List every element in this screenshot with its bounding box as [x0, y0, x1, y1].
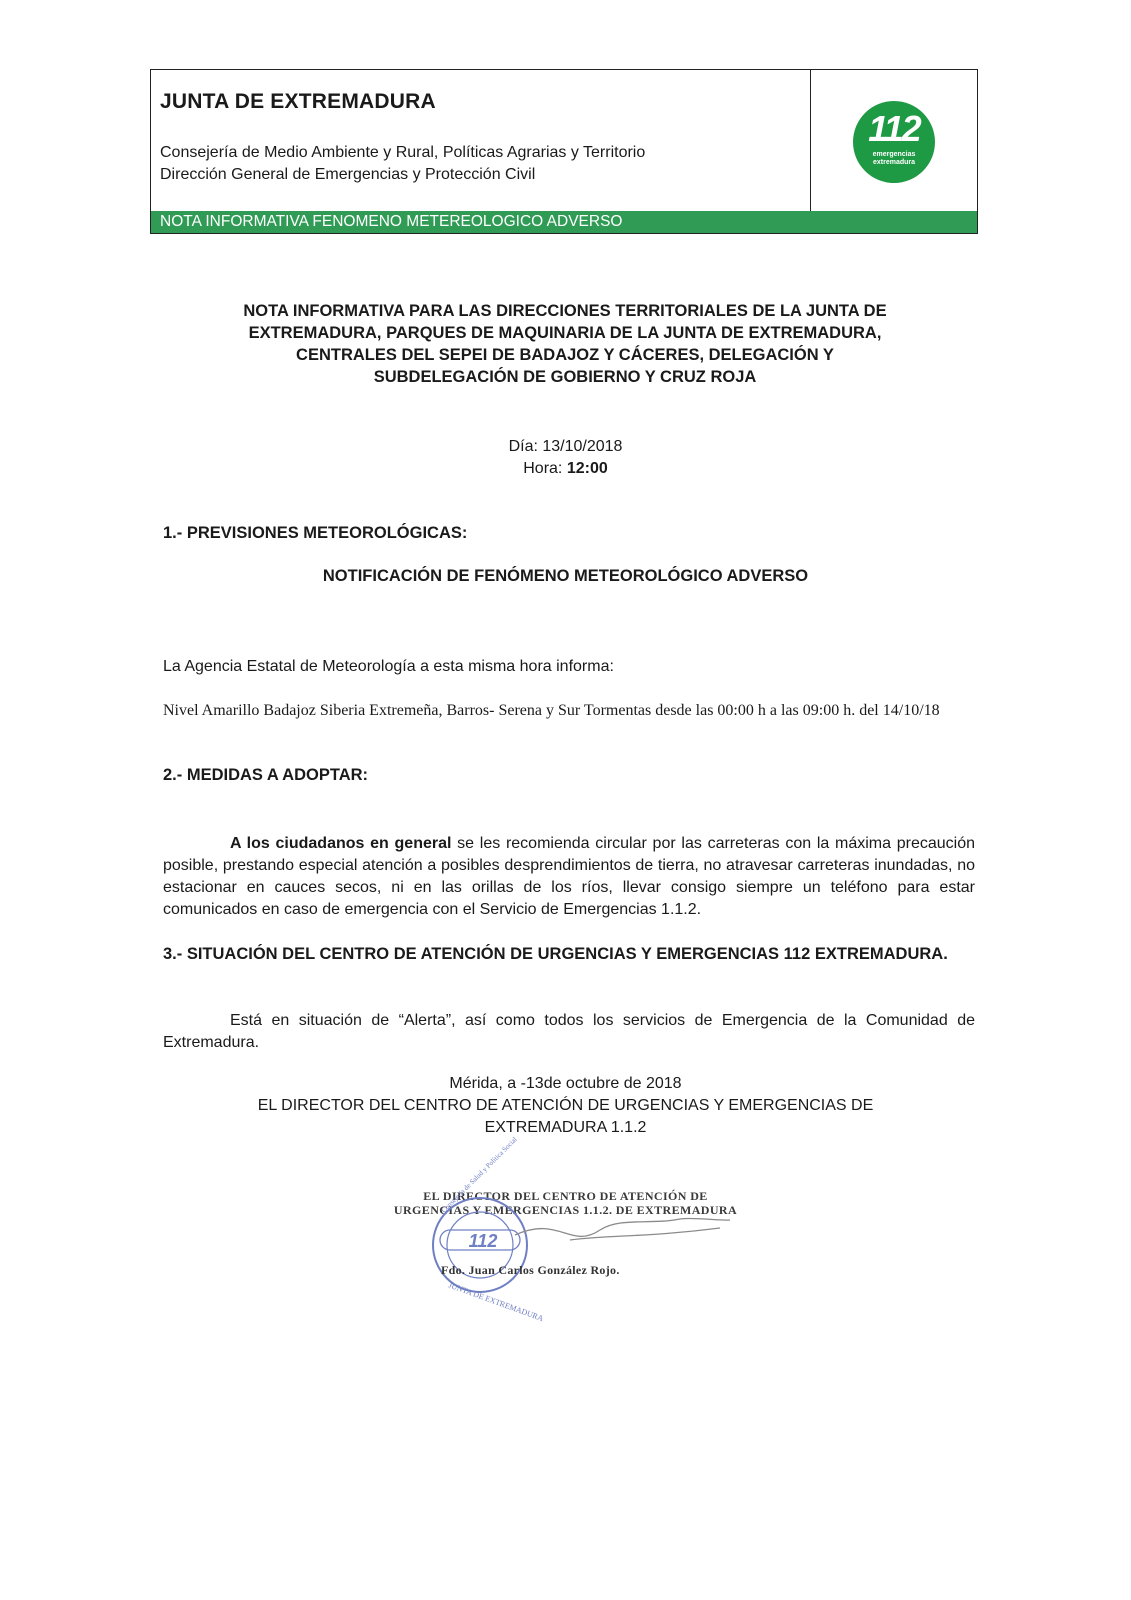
- seal-number: 112: [468, 1231, 498, 1251]
- place-date: Mérida, a -13de octubre de 2018: [449, 1075, 682, 1092]
- date-block: [0, 436, 1131, 480]
- logo-number: 112: [868, 108, 920, 149]
- department-line: Consejería de Medio Ambiente y Rural, Políticas Agrarias y Territorio: [160, 144, 646, 161]
- title-line: EXTREMADURA, PARQUES DE MAQUINARIA DE LA JUNTA DE EXTREMADURA,: [248, 324, 882, 342]
- date-value: 13/10/2018: [542, 438, 623, 455]
- measures-body: se les recomienda circular por las carreteras con la máxima precaución posible, prestando especial atención a posibles desprendimientos de tierra, no atravesar carreteras inundadas, no estacionar en cauces secos, ni en las orillas de los ríos, llevar consigo siempre un teléfono para estar comunicados en caso de emergencia con el Servicio de Emergencias 1.1.2.: [163, 835, 976, 918]
- measures-lead: A los ciudadanos en general: [230, 835, 452, 852]
- title-line: SUBDELEGACIÓN DE GOBIERNO Y CRUZ ROJA: [373, 368, 757, 386]
- seal-ring-text-bottom: JUNTA DE EXTREMADURA: [447, 1280, 545, 1324]
- closing-block: [0, 1073, 1131, 1139]
- signed-by: Fdo. Juan Carlos González Rojo.: [441, 1263, 620, 1277]
- hour-label: Hora:: [523, 460, 563, 477]
- warning-level-paragraph: Nivel Amarillo Badajoz Siberia Extremeña, Barros- Serena y Sur Tormentas desde las 00:00 h a las 09:00 h. del 14/10/18: [163, 702, 940, 719]
- seal-ring-text-top: Consejería de Salud y Política Social: [439, 1135, 519, 1215]
- hour-value: 12:00: [566, 460, 608, 477]
- agency-paragraph: La Agencia Estatal de Meteorología a esta misma hora informa:: [163, 658, 614, 675]
- alert-body: Está en situación de “Alerta”, así como todos los servicios de Emergencia de la Comunidad de Extremadura.: [163, 1012, 975, 1051]
- section-1-heading: 1.- PREVISIONES METEOROLÓGICAS:: [163, 524, 468, 542]
- section-2-heading: 2.- MEDIDAS A ADOPTAR:: [163, 766, 369, 784]
- title-line: CENTRALES DEL SEPEI DE BADAJOZ Y CÁCERES, DELEGACIÓN Y: [296, 346, 834, 364]
- directorate-line: Dirección General de Emergencias y Protección Civil: [160, 166, 536, 183]
- stamp-line: EL DIRECTOR DEL CENTRO DE ATENCIÓN DE: [423, 1189, 708, 1203]
- logo-subtitle-line-2: extremadura: [872, 159, 916, 166]
- section-1-subheading: NOTIFICACIÓN DE FENÓMENO METEOROLÓGICO ADVERSO: [322, 567, 809, 585]
- header-band: NOTA INFORMATIVA FENOMENO METEREOLOGICO ADVERSO: [151, 211, 977, 233]
- document-title: [170, 300, 960, 388]
- handwritten-signature: [515, 1218, 730, 1240]
- signer-role-line: EXTREMADURA 1.1.2: [484, 1119, 647, 1136]
- org-name: JUNTA DE EXTREMADURA: [160, 90, 436, 113]
- date-line: [0, 436, 1131, 458]
- document-header: [150, 69, 978, 234]
- logo-area: [811, 70, 977, 211]
- header-text-area: [151, 70, 811, 211]
- measures-paragraph: [163, 833, 975, 921]
- official-seal-and-signature: [420, 1135, 740, 1324]
- emergency-112-logo: [853, 101, 935, 183]
- title-line: NOTA INFORMATIVA PARA LAS DIRECCIONES TERRITORIALES DE LA JUNTA DE: [243, 302, 887, 320]
- signer-role-line: EL DIRECTOR DEL CENTRO DE ATENCIÓN DE URGENCIAS Y EMERGENCIAS DE: [257, 1097, 874, 1114]
- section-3-heading: 3.- SITUACIÓN DEL CENTRO DE ATENCIÓN DE URGENCIAS Y EMERGENCIAS 112 EXTREMADURA.: [163, 945, 948, 963]
- alert-paragraph: [163, 1010, 975, 1054]
- logo-subtitle-line-1: emergencias: [872, 151, 916, 158]
- hour-line: [0, 458, 1131, 480]
- stamp-line: URGENCIAS Y EMERGENCIAS 1.1.2. DE EXTREMADURA: [393, 1203, 738, 1217]
- date-label: Día:: [508, 438, 538, 455]
- logo-subtitle: [853, 151, 935, 167]
